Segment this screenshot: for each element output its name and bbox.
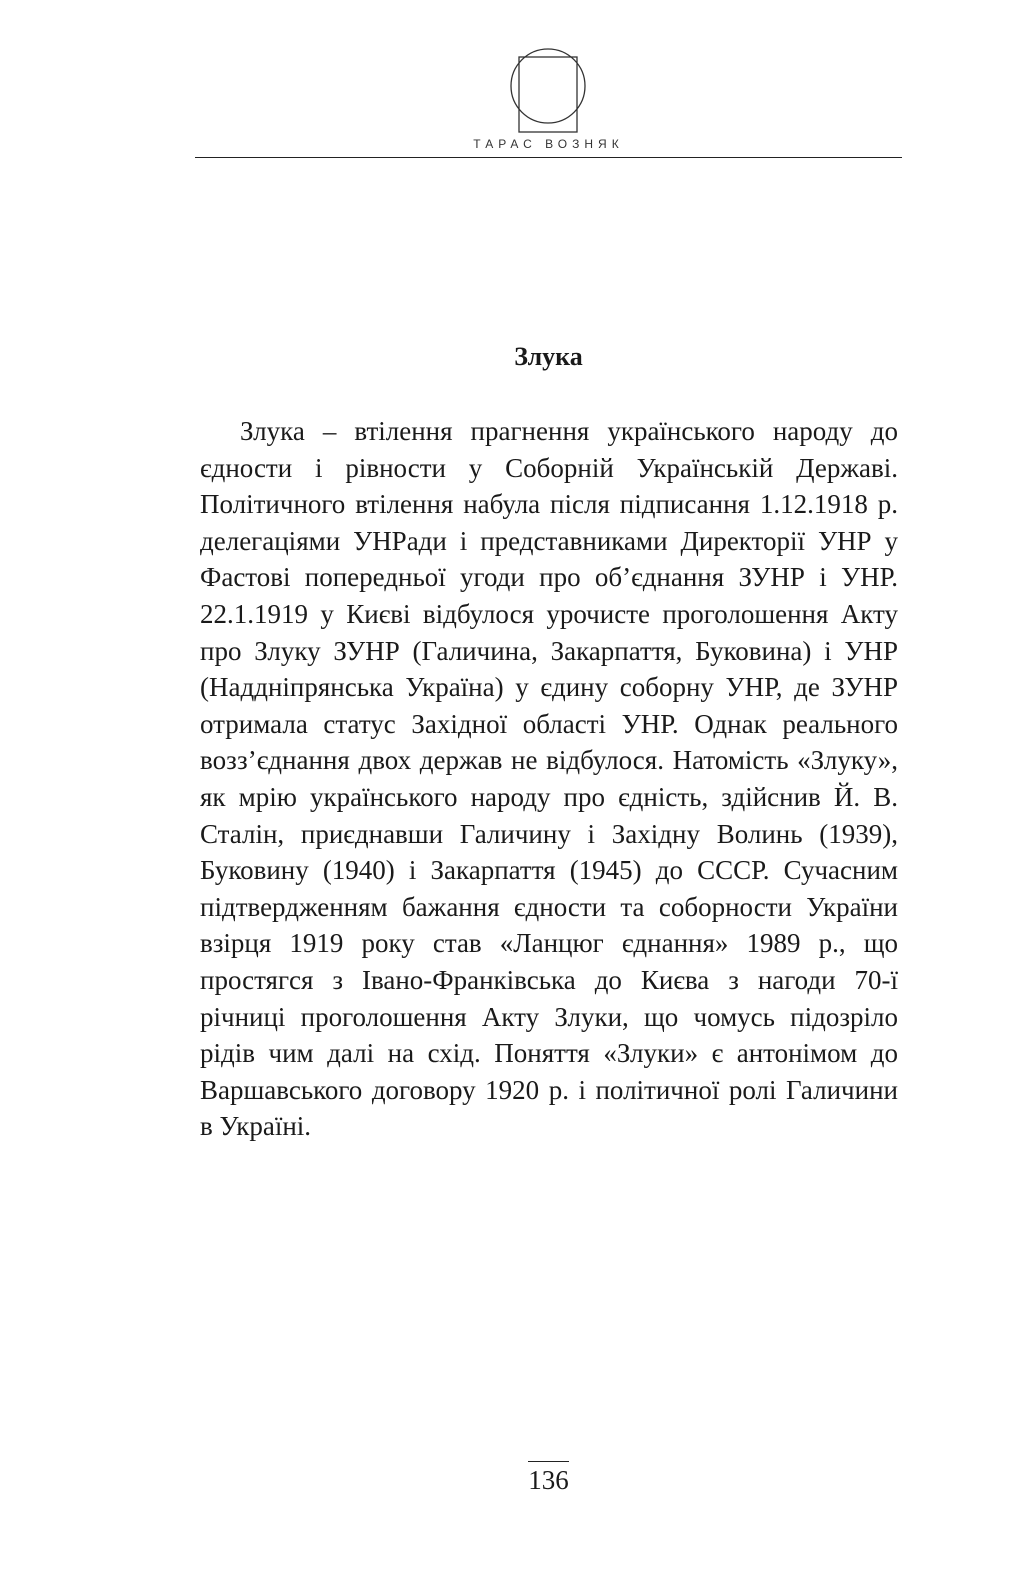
header-divider (195, 157, 902, 158)
page-number: 136 (528, 1461, 569, 1498)
circle-square-logo-icon (510, 48, 586, 134)
running-header-author: ТАРАС ВОЗНЯК (473, 137, 624, 151)
page-number-container (195, 1461, 902, 1498)
article-body: Злука – втілення прагнення українського народу до єдности і рівности у Соборній Українській Державі. Політичного втілення набула після підписання 1.12.1918 р. делегаціями УНРади і представниками Директорії УНР у Фастові попередньої угоди про об’єднання ЗУНР і УНР. 22.1.1919 у Києві відбулося урочисте проголошення Акту про Злуку ЗУНР (Галичина, Закарпаття, Буковина) і УНР (Наддніпрянська Україна) у єдину соборну УНР, де ЗУНР отримала статус Західної області УНР. Однак реального возз’єднання двох держав не відбулося. Натомість «Злуку», як мрію українського народу про єдність, здійснив Й. В. Сталін, приєднавши Галичину і Західну Волинь (1939), Буковину (1940) і Закарпаття (1945) до СССР. Сучасним підтвердженням бажання єдности та соборности України взірця 1919 року став «Ланцюг єднання» 1989 р., що простягся з Івано-Франківська до Києва з нагоди 70-ї річниці проголошення Акту Злуки, що чомусь підозріло рідів чим далі на схід. Поняття «Злуки» є антонімом до Варшавського договору 1920 р. і політичної ролі Галичини в Україні. (200, 416, 898, 1142)
article-title: Злука (514, 342, 583, 371)
